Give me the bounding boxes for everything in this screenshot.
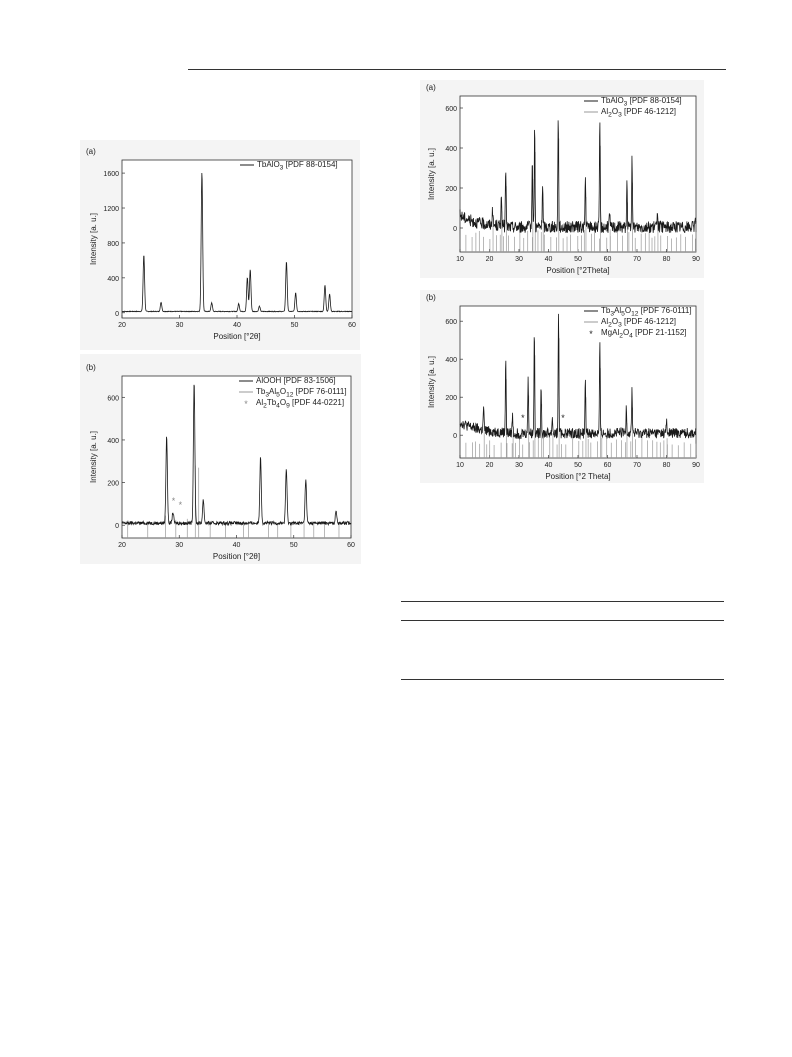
- legend-label-box: [257, 159, 360, 171]
- legend-label-box: [601, 106, 704, 118]
- x-tick-label: 60: [603, 462, 612, 469]
- legend-label: $Tb_3Al_5O_{12}$ [PDF 76-0111]: [601, 306, 692, 317]
- x-tick-label: 60: [347, 542, 355, 549]
- x-tick-label: 70: [633, 462, 641, 469]
- legend-marker: *: [244, 399, 248, 409]
- x-tick-label: 40: [232, 542, 241, 549]
- legend-label: $MgAl_2O_4$ [PDF 21-1152]: [601, 328, 687, 339]
- x-tick-label: 20: [485, 462, 494, 469]
- chart-svg-left-a: [80, 140, 360, 350]
- x-tick-label: 20: [485, 256, 494, 263]
- legend-label: $Al_2O_3$ [PDF 46-1212]: [601, 317, 677, 328]
- y-tick-label: 200: [107, 480, 119, 488]
- panel-label: (b): [426, 293, 436, 302]
- y-axis-label: Intensity [a. u.]: [89, 430, 98, 484]
- x-tick-label: 10: [456, 256, 464, 263]
- x-tick-label: 50: [289, 542, 298, 549]
- x-axis-label: Position [°2θ]: [212, 552, 261, 561]
- x-tick-label: 40: [544, 256, 553, 263]
- y-tick-label: 0: [453, 226, 457, 233]
- x-axis-label: Position [°2 Theta]: [545, 472, 611, 481]
- x-tick-label: 90: [692, 256, 700, 263]
- x-tick-label: 30: [175, 542, 184, 549]
- y-tick-label: 600: [445, 319, 457, 327]
- y-tick-label: 0: [115, 310, 119, 318]
- x-tick-label: 70: [633, 256, 641, 263]
- table-rule-bottom: [401, 679, 724, 680]
- y-tick-label: 200: [445, 395, 457, 403]
- peak-marker: *: [561, 412, 565, 423]
- chart-panel-right-b: [420, 290, 704, 483]
- y-axis-label: Intensity [a. u.]: [427, 147, 436, 201]
- legend-label-box: [256, 397, 361, 409]
- x-tick-label: 90: [692, 462, 700, 469]
- x-tick-label: 60: [348, 322, 356, 329]
- header-rule-right: [400, 69, 726, 70]
- y-tick-label: 400: [107, 275, 119, 283]
- chart-svg-right-b: [420, 290, 704, 483]
- peak-marker: *: [171, 495, 176, 506]
- y-tick-label: 0: [453, 433, 457, 441]
- y-tick-label: 600: [107, 395, 119, 403]
- legend-label: $Al_2O_3$ [PDF 46-1212]: [601, 107, 677, 118]
- chart-panel-left-b: [80, 354, 361, 564]
- x-tick-label: 40: [544, 462, 553, 469]
- table-rule-top: [401, 601, 724, 602]
- x-tick-label: 80: [662, 462, 671, 469]
- x-tick-label: 30: [175, 322, 184, 329]
- peak-marker: *: [521, 412, 525, 423]
- y-tick-label: 400: [445, 357, 457, 365]
- y-tick-label: 400: [107, 437, 119, 445]
- peak-marker: *: [178, 500, 183, 511]
- x-tick-label: 80: [662, 256, 671, 263]
- x-tick-label: 50: [574, 462, 582, 469]
- x-axis-label: Position [°2θ]: [213, 332, 261, 341]
- x-tick-label: 60: [603, 256, 612, 263]
- panel-label: (b): [86, 363, 96, 372]
- y-tick-label: 400: [445, 146, 457, 153]
- x-tick-label: 30: [515, 256, 523, 263]
- y-tick-label: 800: [107, 240, 119, 248]
- legend-marker: *: [589, 329, 593, 339]
- legend-label: $Al_2Tb_4O_9$ [PDF 44-0221]: [256, 398, 345, 409]
- chart-panel-right-a: [420, 80, 704, 278]
- legend-label: AlOOH [PDF 83-1506]: [256, 376, 336, 385]
- chart-panel-left-a: [80, 140, 360, 350]
- x-tick-label: 50: [574, 256, 582, 263]
- y-tick-label: 0: [115, 523, 119, 531]
- y-tick-label: 200: [445, 186, 457, 193]
- header-rule-left: [188, 69, 400, 70]
- y-axis-label: Intensity [a. u.]: [427, 355, 436, 409]
- table-rule-mid: [401, 620, 724, 621]
- x-tick-label: 20: [118, 542, 126, 549]
- legend-label-box: [601, 327, 704, 339]
- x-tick-label: 20: [118, 322, 126, 329]
- plot-frame: [122, 160, 352, 318]
- legend-label: $Tb_3Al_5O_{12}$ [PDF 76-0111]: [256, 387, 347, 398]
- y-axis-label: Intensity [a. u.]: [89, 212, 98, 266]
- x-tick-label: 50: [290, 322, 299, 329]
- x-tick-label: 30: [515, 462, 523, 469]
- x-tick-label: 40: [233, 322, 241, 329]
- legend-label: TbAlO$_3$ [PDF 88-0154]: [257, 160, 338, 171]
- panel-label: (a): [426, 83, 436, 92]
- x-axis-label: Position [°2Theta]: [546, 266, 610, 275]
- chart-svg-left-b: [80, 354, 361, 564]
- chart-svg-right-a: [420, 80, 704, 278]
- y-tick-label: 1600: [103, 171, 119, 179]
- y-tick-label: 1200: [103, 206, 119, 214]
- panel-label: (a): [86, 147, 96, 156]
- x-tick-label: 10: [456, 462, 464, 469]
- y-tick-label: 600: [445, 106, 457, 113]
- legend-label: TbAlO$_3$ [PDF 88-0154]: [601, 96, 682, 107]
